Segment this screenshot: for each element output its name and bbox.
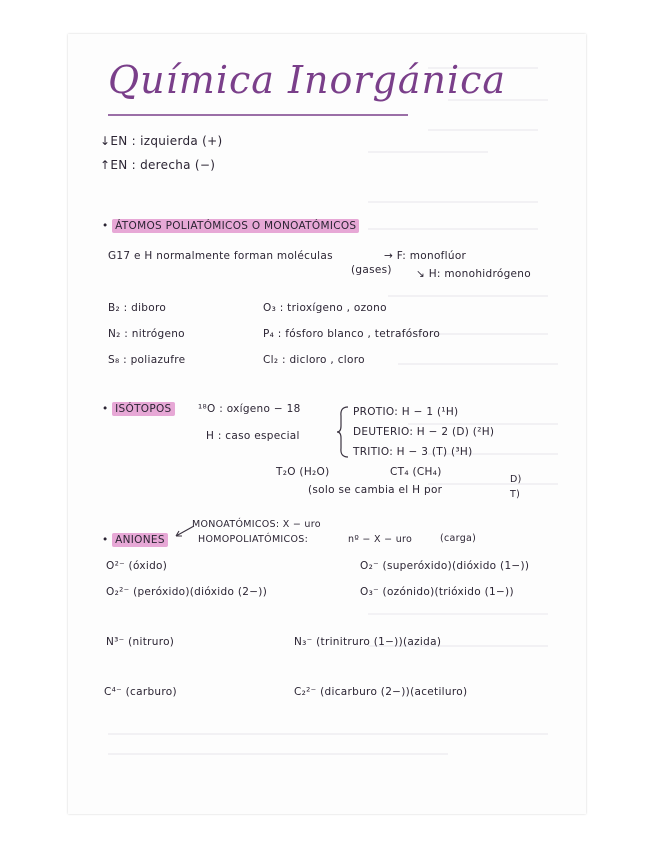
- aniones-heading-row: [102, 534, 168, 546]
- isotopos-heading: ISÓTOPOS: [112, 402, 174, 416]
- superoxido-line: O₂⁻ (superóxido)(dióxido (1−)): [360, 560, 530, 572]
- monoatomicos-rule: MONOATÓMICOS: X − uro: [192, 519, 321, 530]
- n2-line: N₂ : nitrógeno: [108, 328, 185, 340]
- title-underline: [108, 114, 408, 116]
- en-right-rule: ↑EN : derecha (−): [100, 158, 216, 172]
- branch-arrow-icon: [173, 524, 195, 540]
- en-left-rule: ↓EN : izquierda (+): [100, 134, 223, 148]
- peroxido-line: O₂²⁻ (peróxido)(dióxido (2−)): [106, 586, 268, 598]
- t2o-formula: T₂O (H₂O): [276, 466, 330, 478]
- dicarburo-line: C₂²⁻ (dicarburo (2−))(acetiluro): [294, 686, 468, 698]
- note-t: T): [510, 489, 521, 500]
- isotopos-heading-row: [102, 403, 175, 415]
- p4-line: P₄ : fósforo blanco , tetrafósforo: [263, 328, 441, 340]
- g17-line: G17 e H normalmente forman moléculas: [108, 250, 333, 262]
- homopoliatomicos-label: HOMOPOLIATÓMICOS:: [198, 534, 309, 545]
- curly-brace: [336, 406, 350, 458]
- oxido-line: O²⁻ (óxido): [106, 560, 168, 572]
- h-special-case: H : caso especial: [206, 430, 300, 442]
- ozonido-line: O₃⁻ (ozónido)(trióxido (1−)): [360, 586, 514, 598]
- note-d: D): [510, 474, 522, 485]
- cl2-line: Cl₂ : dicloro , cloro: [263, 354, 365, 366]
- deuterio-line: DEUTERIO: H − 2 (D) (²H): [353, 426, 495, 438]
- isotope-note: (solo se cambia el H por: [308, 484, 443, 496]
- bullet: •: [102, 534, 109, 546]
- bullet: •: [102, 220, 109, 232]
- atomos-heading-row: [102, 220, 359, 232]
- carga-label: (carga): [440, 533, 477, 544]
- page-title: Química Inorgánica: [108, 58, 507, 102]
- f-monofluor: → F: monoflúor: [384, 250, 467, 262]
- notebook-page: [68, 34, 586, 814]
- tritio-line: TRITIO: H − 3 (T) (³H): [353, 446, 473, 458]
- b2-line: B₂ : diboro: [108, 302, 167, 314]
- atomos-heading: ÁTOMOS POLIATÓMICOS O MONOATÓMICOS: [112, 219, 359, 233]
- h-monohidrogeno: ↘ H: monohidrógeno: [416, 268, 531, 280]
- s8-line: S₈ : poliazufre: [108, 354, 186, 366]
- bullet: •: [102, 403, 109, 415]
- trinitruro-line: N₃⁻ (trinitruro (1−))(azida): [294, 636, 442, 648]
- ct4-formula: CT₄ (CH₄): [390, 466, 442, 478]
- o18-line: ¹⁸O : oxígeno − 18: [198, 403, 301, 415]
- homo-rule: nº − X − uro: [348, 534, 413, 545]
- gases-label: (gases): [351, 264, 392, 276]
- aniones-heading: ANIONES: [112, 533, 168, 547]
- carburo-line: C⁴⁻ (carburo): [104, 686, 177, 698]
- protio-line: PROTIO: H − 1 (¹H): [353, 406, 459, 418]
- o3-line: O₃ : trioxígeno , ozono: [263, 302, 387, 314]
- nitruro-line: N³⁻ (nitruro): [106, 636, 175, 648]
